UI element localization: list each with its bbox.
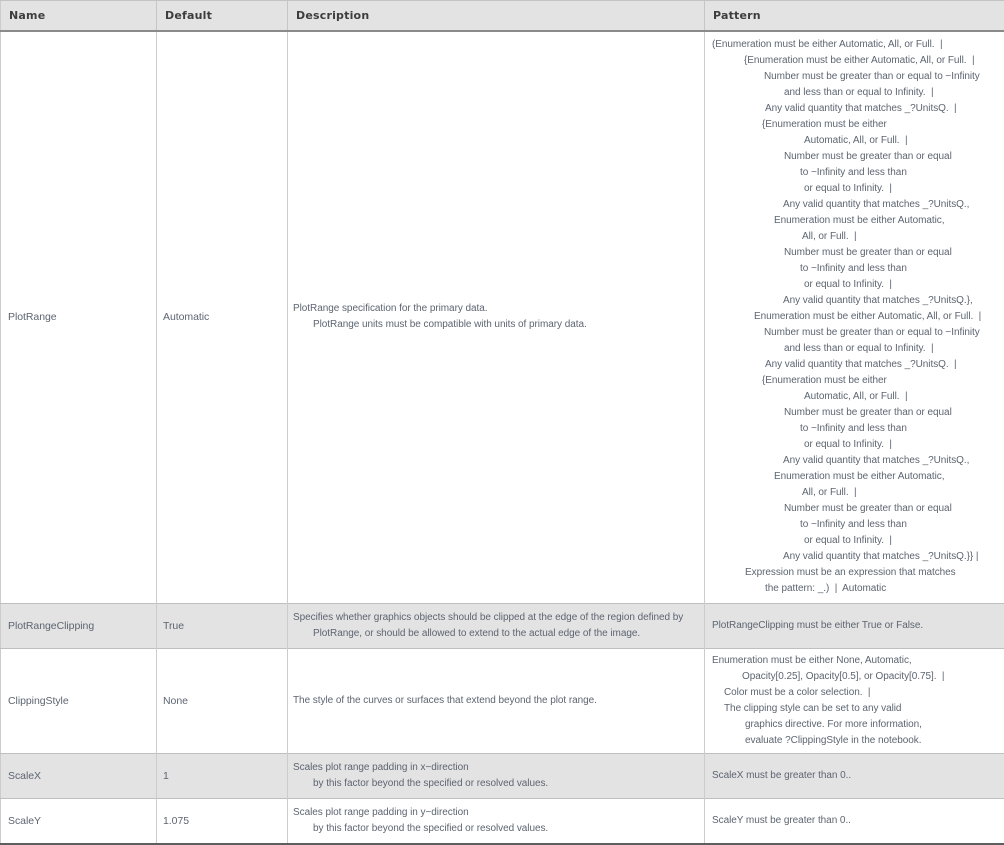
text-line: PlotRangeClipping must be either True or False. — [712, 619, 924, 631]
header-row — [1, 1, 1004, 32]
text-line: ScaleX must be greater than 0.. — [712, 769, 852, 781]
option-pattern — [705, 31, 1004, 603]
table-row — [1, 603, 1004, 648]
text-line: Number must be greater than or equal to −Infinity — [764, 71, 980, 83]
table-row — [1, 753, 1004, 798]
text-line: The style of the curves or surfaces that extend beyond the plot range. — [293, 694, 597, 706]
text-line: Enumeration must be either Automatic, — [774, 215, 945, 227]
text-line: graphics directive. For more information, — [745, 718, 922, 730]
text-line: Number must be greater than or equal — [784, 407, 952, 419]
table-row — [1, 798, 1004, 844]
text-line: Automatic, All, or Full. | — [804, 391, 908, 403]
text-line: Specifies whether graphics objects should be clipped at the edge of the region defined by — [293, 611, 684, 623]
text-line: Any valid quantity that matches _?UnitsQ., — [783, 199, 970, 211]
text-line: Any valid quantity that matches _?UnitsQ.}} | — [783, 551, 979, 563]
text-line: Scales plot range padding in y−direction — [293, 806, 469, 818]
option-description — [288, 798, 705, 844]
option-description — [288, 753, 705, 798]
table-row — [1, 31, 1004, 603]
text-line: Number must be greater than or equal to −Infinity — [764, 327, 980, 339]
text-line: PlotRange, or should be allowed to extend to the actual edge of the image. — [313, 627, 641, 639]
text-line: or equal to Infinity. | — [804, 279, 892, 291]
option-pattern — [705, 798, 1004, 844]
text-line: Number must be greater than or equal — [784, 247, 952, 259]
column-header-pattern: Pattern — [705, 1, 1004, 32]
option-description — [288, 31, 705, 603]
option-name: ClippingStyle — [1, 648, 157, 753]
option-description — [288, 603, 705, 648]
text-line: PlotRange units must be compatible with units of primary data. — [313, 319, 587, 331]
table-row — [1, 648, 1004, 753]
text-line: or equal to Infinity. | — [804, 439, 892, 451]
text-line: Opacity[0.25], Opacity[0.5], or Opacity[0.75]. | — [742, 670, 945, 682]
text-line: to −Infinity and less than — [800, 519, 907, 531]
text-line: {Enumeration must be either — [762, 119, 887, 131]
table-body — [1, 31, 1004, 844]
option-default: True — [157, 603, 288, 648]
text-line: Enumeration must be either Automatic, All, or Full. | — [754, 311, 982, 323]
text-line: Any valid quantity that matches _?UnitsQ. | — [765, 103, 957, 115]
text-line: Color must be a color selection. | — [724, 686, 871, 698]
option-name: ScaleX — [1, 753, 157, 798]
text-line: {Enumeration must be either — [762, 375, 887, 387]
text-line: Number must be greater than or equal — [784, 503, 952, 515]
option-description — [288, 648, 705, 753]
text-line: or equal to Infinity. | — [804, 535, 892, 547]
table-header — [1, 1, 1004, 32]
text-line: and less than or equal to Infinity. | — [784, 343, 934, 355]
text-line: PlotRange specification for the primary data. — [293, 303, 488, 315]
option-name: ScaleY — [1, 798, 157, 844]
option-pattern — [705, 603, 1004, 648]
text-line: and less than or equal to Infinity. | — [784, 87, 934, 99]
text-line: Enumeration must be either None, Automatic, — [712, 654, 912, 666]
option-default: 1.075 — [157, 798, 288, 844]
text-line: to −Infinity and less than — [800, 167, 907, 179]
text-line: {Enumeration must be either Automatic, All, or Full. | — [744, 55, 975, 67]
option-default: None — [157, 648, 288, 753]
option-default: Automatic — [157, 31, 288, 603]
column-header-name: Name — [1, 1, 157, 32]
column-header-description: Description — [288, 1, 705, 32]
text-line: evaluate ?ClippingStyle in the notebook. — [745, 734, 922, 746]
text-line: Any valid quantity that matches _?UnitsQ.}, — [783, 295, 973, 307]
text-line: Any valid quantity that matches _?UnitsQ., — [783, 455, 970, 467]
text-line: All, or Full. | — [802, 487, 857, 499]
option-pattern — [705, 648, 1004, 753]
text-line: the pattern: _.) | Automatic — [765, 583, 887, 595]
text-line: to −Infinity and less than — [800, 263, 907, 275]
text-line: Any valid quantity that matches _?UnitsQ. | — [765, 359, 957, 371]
text-line: Enumeration must be either Automatic, — [774, 471, 945, 483]
column-header-default: Default — [157, 1, 288, 32]
text-line: (Enumeration must be either Automatic, All, or Full. | — [712, 39, 943, 51]
text-line: Automatic, All, or Full. | — [804, 135, 908, 147]
text-line: or equal to Infinity. | — [804, 183, 892, 195]
text-line: to −Infinity and less than — [800, 423, 907, 435]
option-pattern — [705, 753, 1004, 798]
text-line: All, or Full. | — [802, 231, 857, 243]
text-line: Scales plot range padding in x−direction — [293, 761, 469, 773]
text-line: Expression must be an expression that matches — [745, 567, 956, 579]
text-line: The clipping style can be set to any valid — [724, 702, 902, 714]
option-name: PlotRangeClipping — [1, 603, 157, 648]
text-line: by this factor beyond the specified or resolved values. — [313, 822, 549, 834]
text-line: Number must be greater than or equal — [784, 151, 952, 163]
option-name: PlotRange — [1, 31, 157, 603]
text-line: ScaleY must be greater than 0.. — [712, 814, 851, 826]
option-default: 1 — [157, 753, 288, 798]
text-line: by this factor beyond the specified or resolved values. — [313, 777, 549, 789]
